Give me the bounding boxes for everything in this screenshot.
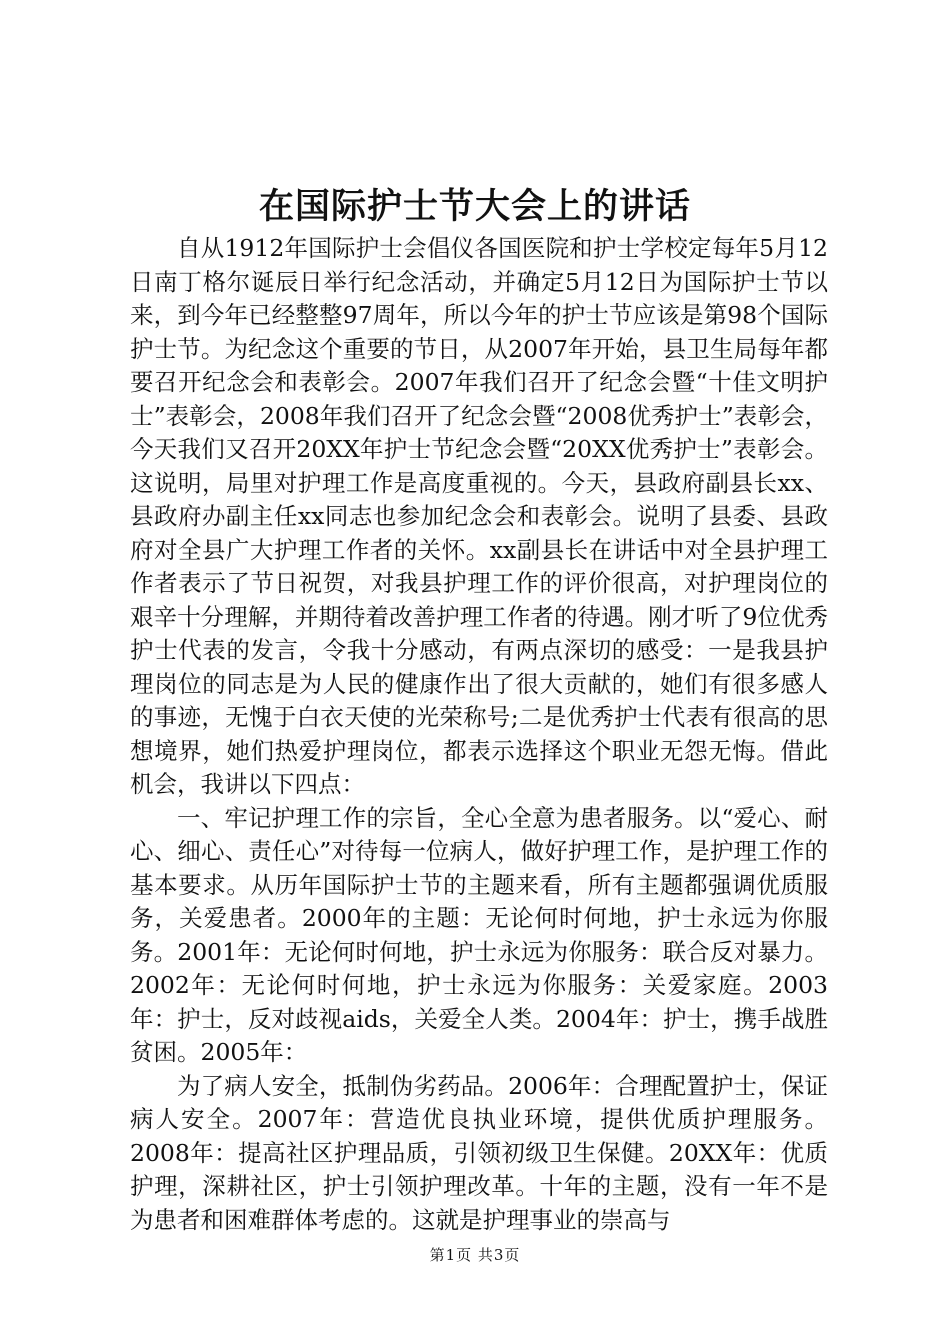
paragraph-3: 为了病人安全，抵制伪劣药品。2006年：合理配置护士，保证病人安全。2007年：营造优良执业环境，提供优质护理服务。2008年：提高社区护理品质，引领初级卫生保健。20XX年：优质护理，深耕社区，护士引领护理改革。十年的主题，没有一年不是为患者和困难群体考虑的。这就是护理事业的崇高与 [130,1071,828,1234]
page-number-footer: 第1页 共3页 [429,1246,521,1264]
paragraph-1: 自从1912年国际护士会倡仪各国医院和护士学校定每年5月12日南丁格尔诞辰日举行纪念活动，并确定5月12日为国际护士节以来，到今年已经整整97周年，所以今年的护士节应该是第98个国际护士节。为纪念这个重要的节日，从2007年开始，县卫生局每年都要召开纪念会和表彰会。2007年我们召开了纪念会暨“十佳文明护士”表彰会，2008年我们召开了纪念会暨“2008优秀护士”表彰会，今天我们又召开20XX年护士节纪念会暨“20XX优秀护士”表彰会。这说明，局里对护理工作是高度重视的。今天，县政府副县长xx、县政府办副主任xx同志也参加纪念会和表彰会。说明了县委、县政府对全县广大护理工作者的关怀。xx副县长在讲话中对全县护理工作者表示了节日祝贺，对我县护理工作的评价很高，对护理岗位的艰辛十分理解，并期待着改善护理工作者的待遇。刚才听了9位优秀护士代表的发言，令我十分感动，有两点深切的感受：一是我县护理岗位的同志是为人民的健康作出了很大贡献的，她们有很多感人的事迹，无愧于白衣天使的光荣称号;二是优秀护士代表有很高的思想境界，她们热爱护理岗位，都表示选择这个职业无怨无悔。借此机会，我讲以下四点： [130,234,828,798]
paragraph-2: 一、牢记护理工作的宗旨，全心全意为患者服务。以“爱心、耐心、细心、责任心”对待每一位病人，做好护理工作，是护理工作的基本要求。从历年国际护士节的主题来看，所有主题都强调优质服务，关爱患者。2000年的主题：无论何时何地，护士永远为你服务。2001年：无论何时何地，护士永远为你服务：联合反对暴力。2002年：无论何时何地，护士永远为你服务：关爱家庭。2003年：护士，反对歧视aids，关爱全人类。2004年：护士，携手战胜贫困。2005年： [130,803,828,1066]
document-body [130,232,828,1237]
document-title: 在国际护士节大会上的讲话 [258,186,691,227]
